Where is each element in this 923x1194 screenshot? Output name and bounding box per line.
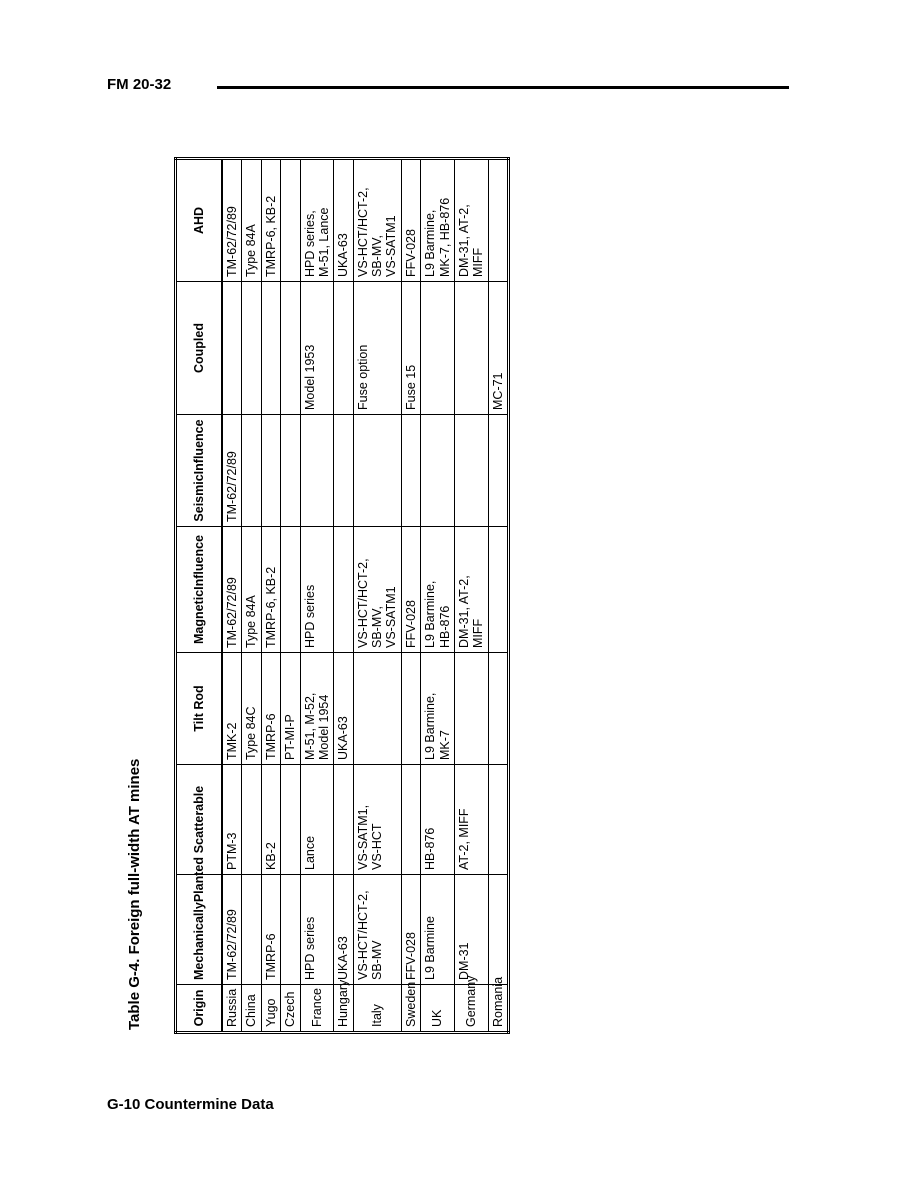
cell-line: M-51, M-52, — [302, 692, 317, 760]
cell-scatterable — [401, 765, 420, 875]
cell-line: Type 84A — [244, 595, 259, 648]
cell-line: TMRP-6, KB-2 — [263, 195, 278, 277]
cell-scatterable — [454, 765, 488, 875]
cell-magnetic-influence — [222, 527, 242, 653]
column-header-line: Mechanically — [191, 902, 206, 980]
cell-line: VS-HCT — [370, 823, 384, 870]
cell-mechanically-planted — [421, 875, 455, 985]
at-mines-table — [174, 157, 510, 1034]
cell-seismic-influence — [401, 415, 420, 527]
cell-coupled — [421, 282, 455, 415]
column-header-tilt-rod — [176, 653, 223, 765]
table-row — [222, 159, 242, 1033]
cell-mechanically-planted — [334, 875, 353, 985]
column-header-line: Origin — [191, 989, 206, 1027]
cell-line: VS-HCT/HCT-2, — [355, 187, 370, 277]
column-header-magnetic-influence — [176, 527, 223, 653]
cell-magnetic-influence — [488, 527, 508, 653]
cell-magnetic-influence — [334, 527, 353, 653]
table-row — [300, 159, 334, 1033]
cell-tilt-rod — [334, 653, 353, 765]
cell-line: HB-876 — [437, 605, 452, 648]
cell-magnetic-influence — [300, 527, 334, 653]
column-header-line: Influence — [191, 419, 206, 475]
cell-origin: Hungary — [334, 985, 353, 1033]
cell-magnetic-influence — [261, 527, 280, 653]
cell-coupled — [300, 282, 334, 415]
column-header-origin — [176, 985, 223, 1033]
cell-line: TMK-2 — [225, 722, 239, 760]
column-header-line: Scatterable — [191, 785, 206, 854]
cell-line: Model 1953 — [302, 344, 317, 410]
cell-line: Type 84C — [244, 706, 259, 760]
cell-origin: Germany — [454, 985, 488, 1033]
cell-tilt-rod — [222, 653, 242, 765]
cell-line: SB-MV — [370, 940, 384, 980]
cell-seismic-influence — [222, 415, 242, 527]
cell-line: MC-71 — [490, 372, 505, 410]
cell-tilt-rod — [454, 653, 488, 765]
column-header-line: Coupled — [191, 323, 206, 373]
table-row — [261, 159, 280, 1033]
table-row — [353, 159, 401, 1033]
cell-ahd — [421, 159, 455, 282]
table-body — [222, 159, 509, 1033]
cell-line: Lance — [302, 835, 317, 870]
cell-line: UKA-63 — [336, 233, 351, 277]
cell-line: DM-31, AT-2, — [456, 204, 471, 277]
cell-line: PTM-3 — [225, 832, 239, 870]
cell-origin: Sweden — [401, 985, 420, 1033]
cell-line: TM-62/72/89 — [225, 206, 239, 277]
cell-magnetic-influence — [421, 527, 455, 653]
cell-coupled — [454, 282, 488, 415]
cell-line: TM-62/72/89 — [225, 577, 239, 648]
page-header-label: FM 20-32 — [107, 76, 172, 93]
cell-mechanically-planted — [401, 875, 420, 985]
cell-scatterable — [334, 765, 353, 875]
cell-line: UKA-63 — [336, 936, 351, 980]
table-row — [242, 159, 261, 1033]
cell-line: M-51, Lance — [316, 207, 331, 277]
cell-line: MIFF — [471, 247, 486, 277]
cell-tilt-rod — [281, 653, 300, 765]
cell-mechanically-planted — [488, 875, 508, 985]
cell-origin: UK — [421, 985, 455, 1033]
cell-seismic-influence — [454, 415, 488, 527]
cell-coupled — [261, 282, 280, 415]
cell-scatterable — [300, 765, 334, 875]
cell-line: DM-31, AT-2, — [456, 575, 471, 648]
cell-origin: Czech — [281, 985, 300, 1033]
cell-magnetic-influence — [353, 527, 401, 653]
column-header-line: Influence — [191, 534, 206, 590]
cell-line: FFV-028 — [403, 229, 418, 277]
cell-mechanically-planted — [222, 875, 242, 985]
cell-mechanically-planted — [300, 875, 334, 985]
cell-line: VS-SATM1, — [355, 804, 370, 870]
cell-line: TMRP-6 — [263, 713, 278, 760]
cell-mechanically-planted — [454, 875, 488, 985]
cell-origin: Russia — [222, 985, 242, 1033]
cell-mechanically-planted — [353, 875, 401, 985]
cell-line: SB-MV, — [370, 606, 384, 648]
table-row — [488, 159, 508, 1033]
column-header-coupled — [176, 282, 223, 415]
cell-line: HPD series — [302, 584, 317, 648]
cell-seismic-influence — [334, 415, 353, 527]
cell-seismic-influence — [281, 415, 300, 527]
cell-line: TM-62/72/89 — [225, 909, 239, 980]
cell-ahd — [242, 159, 261, 282]
cell-line: HPD series — [302, 916, 317, 980]
cell-line: FFV-028 — [403, 600, 418, 648]
cell-tilt-rod — [261, 653, 280, 765]
cell-line: TMRP-6, KB-2 — [263, 566, 278, 648]
cell-scatterable — [488, 765, 508, 875]
cell-line: TM-62/72/89 — [225, 451, 239, 522]
column-header-line: Tilt Rod — [191, 685, 206, 732]
cell-origin: France — [300, 985, 334, 1033]
page-footer: G-10 Countermine Data — [107, 1096, 274, 1113]
column-header-ahd — [176, 159, 223, 282]
cell-coupled — [334, 282, 353, 415]
table-container — [174, 160, 505, 1034]
cell-mechanically-planted — [261, 875, 280, 985]
cell-line: HPD series, — [302, 210, 317, 277]
cell-line: VS-SATM1 — [384, 586, 399, 648]
cell-seismic-influence — [242, 415, 261, 527]
cell-tilt-rod — [353, 653, 401, 765]
cell-line: Model 1954 — [316, 694, 331, 760]
cell-scatterable — [421, 765, 455, 875]
cell-scatterable — [281, 765, 300, 875]
cell-line: L9 Barmine, — [423, 580, 438, 648]
cell-ahd — [222, 159, 242, 282]
cell-ahd — [353, 159, 401, 282]
column-header-line: Magnetic — [191, 589, 206, 645]
cell-line: SB-MV, — [370, 235, 384, 277]
cell-line: VS-HCT/HCT-2, — [355, 558, 370, 648]
cell-line: Fuse option — [355, 344, 370, 410]
cell-magnetic-influence — [401, 527, 420, 653]
cell-origin: China — [242, 985, 261, 1033]
cell-ahd — [281, 159, 300, 282]
cell-seismic-influence — [300, 415, 334, 527]
column-header-mechanically-planted — [176, 857, 223, 985]
cell-seismic-influence — [261, 415, 280, 527]
cell-origin: Italy — [353, 985, 401, 1033]
cell-line: KB-2 — [263, 842, 278, 870]
cell-magnetic-influence — [454, 527, 488, 653]
table-row — [421, 159, 455, 1033]
cell-coupled — [353, 282, 401, 415]
cell-mechanically-planted — [281, 875, 300, 985]
cell-line: DM-31 — [456, 942, 471, 980]
column-header-line: AHD — [191, 206, 206, 235]
cell-magnetic-influence — [281, 527, 300, 653]
cell-line: Type 84A — [244, 224, 259, 277]
cell-coupled — [281, 282, 300, 415]
header-rule — [217, 86, 789, 89]
cell-coupled — [401, 282, 420, 415]
cell-line: TMRP-6 — [263, 933, 278, 980]
cell-seismic-influence — [421, 415, 455, 527]
cell-line: L9 Barmine, — [423, 692, 438, 760]
cell-line: HB-876 — [423, 827, 438, 870]
column-header-seismic-influence — [176, 415, 223, 527]
cell-seismic-influence — [488, 415, 508, 527]
cell-line: VS-SATM1 — [384, 215, 399, 277]
cell-ahd — [488, 159, 508, 282]
cell-scatterable — [353, 765, 401, 875]
cell-mechanically-planted — [242, 875, 261, 985]
cell-seismic-influence — [353, 415, 401, 527]
table-row — [334, 159, 353, 1033]
cell-line: MK-7, HB-876 — [437, 197, 452, 277]
cell-ahd — [454, 159, 488, 282]
cell-tilt-rod — [300, 653, 334, 765]
cell-tilt-rod — [488, 653, 508, 765]
cell-scatterable — [242, 765, 261, 875]
table-caption: Table G-4. Foreign full-width AT mines — [126, 758, 143, 1030]
cell-ahd — [300, 159, 334, 282]
table-row — [281, 159, 300, 1033]
cell-ahd — [261, 159, 280, 282]
cell-line: VS-HCT/HCT-2, — [355, 890, 370, 980]
column-header-line: Planted — [191, 857, 206, 903]
cell-tilt-rod — [421, 653, 455, 765]
table-row — [401, 159, 420, 1033]
cell-ahd — [401, 159, 420, 282]
cell-origin: Romania — [488, 985, 508, 1033]
cell-line: L9 Barmine — [423, 916, 438, 980]
table-header-row — [176, 159, 223, 1033]
cell-line: L9 Barmine, — [423, 209, 438, 277]
cell-coupled — [242, 282, 261, 415]
cell-origin: Yugo — [261, 985, 280, 1033]
cell-tilt-rod — [401, 653, 420, 765]
column-header-line: Seismic — [191, 474, 206, 522]
cell-scatterable — [261, 765, 280, 875]
cell-magnetic-influence — [242, 527, 261, 653]
cell-line: UKA-63 — [336, 716, 351, 760]
cell-coupled — [488, 282, 508, 415]
cell-line: PT-MI-P — [283, 714, 298, 760]
cell-line: Fuse 15 — [403, 364, 418, 410]
cell-line: MK-7 — [437, 730, 452, 760]
cell-line: AT-2, MIFF — [456, 808, 471, 870]
cell-line: MIFF — [471, 618, 486, 648]
table-row — [454, 159, 488, 1033]
cell-tilt-rod — [242, 653, 261, 765]
cell-ahd — [334, 159, 353, 282]
cell-coupled — [222, 282, 242, 415]
cell-line: FFV-028 — [403, 932, 418, 980]
cell-scatterable — [222, 765, 242, 875]
